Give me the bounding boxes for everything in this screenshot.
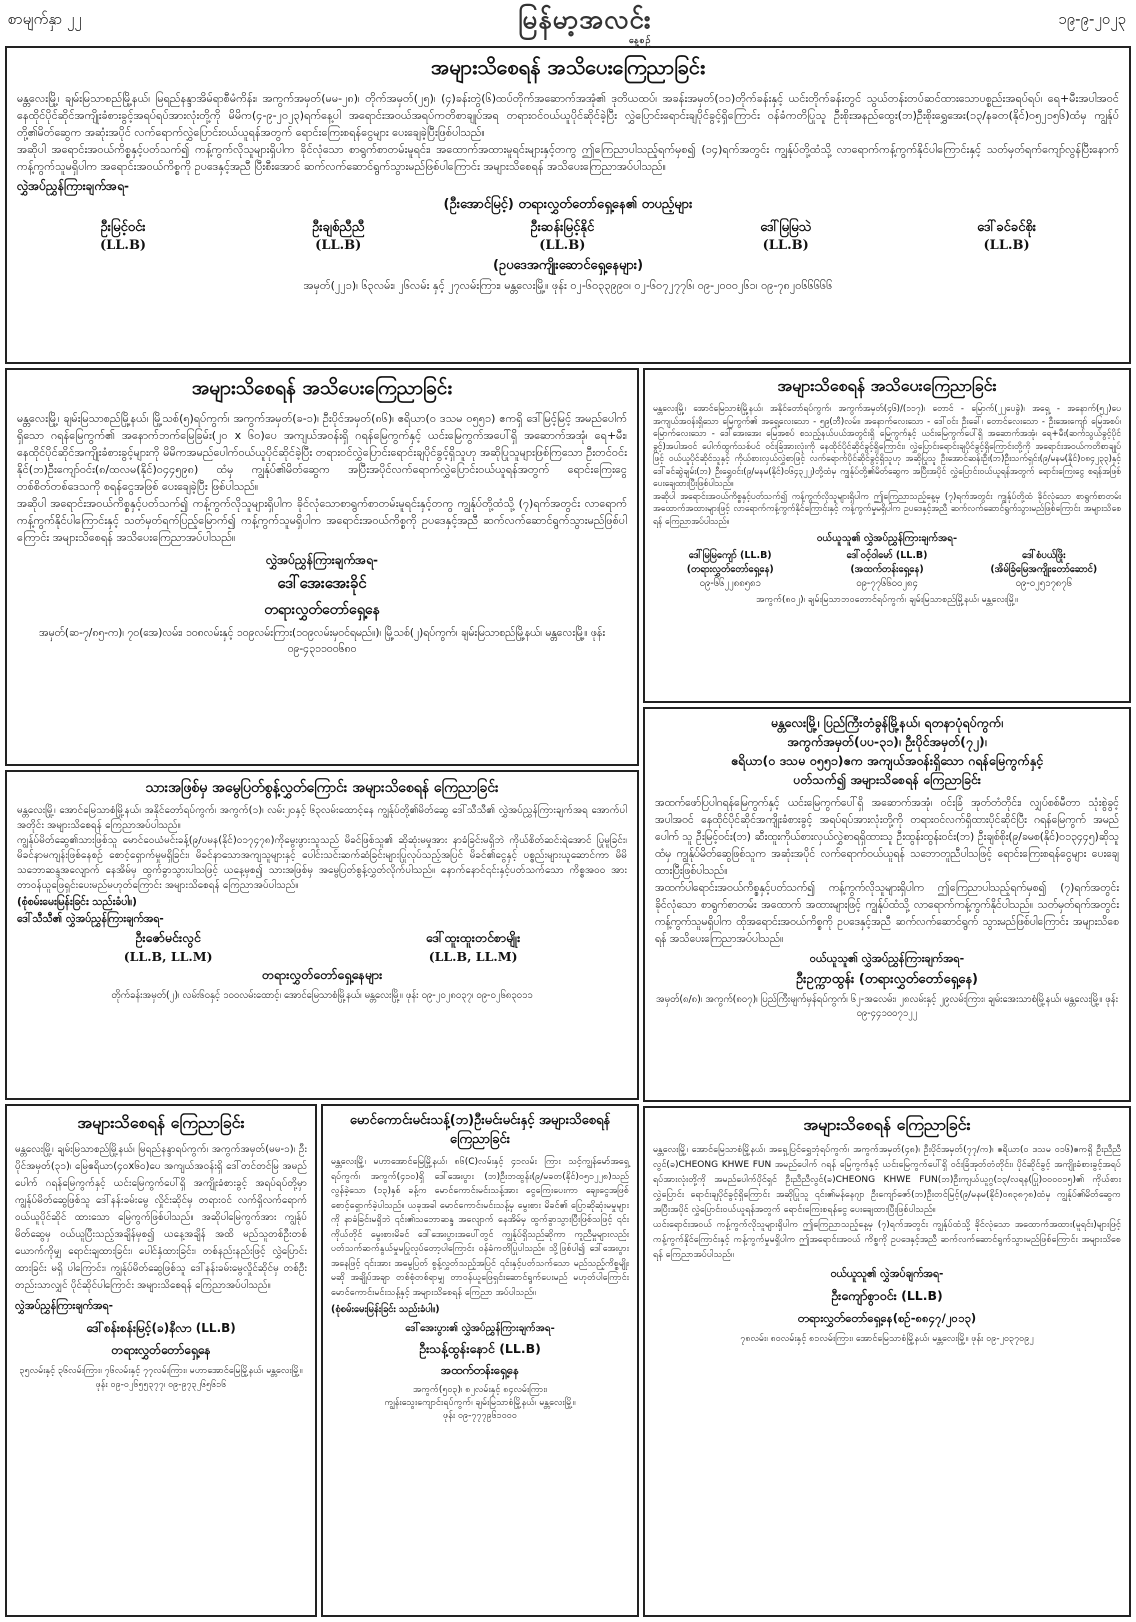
notice-body: အထက်ဖော်ပြပါဂရန်မြေကွက်နှင့် ယင်းမြေကွက်ပေါ်ရှိ အဆောက်အအုံ၊ ဝင်းခြံ အုတ်တံတိုင်း၊ လျှပ်စစ်မီတာ သုံးစွဲခွင့်အပါအဝင် နေထိုင်ပိုင်ဆိုင်အကျိုးခံစားခွင့် အရပ်ရပ်အားလုံးတို့ကို တရားဝင်လက်ရှိထားပိုင်ဆိုင်ပြီး ဂရန်မြေကွက် အမည်ပေါက် သူ ဦးမြင့်ဝင်း(ဘ) ဆီးထူးကိုယ်စားလှယ်လွှဲစာရရှိထားသူ ဦးထွန်းထွန်းဝင်း(ဘ) ဦးချစ်စိုး(၉/ခမစ(နိုင်)၀၁၃၄၄၅)ဆိုသူထံမှ ကျွန်ုပ်မိတ်ဆွေဖြစ်သူက အဆုံးအပိုင် လက်ရောက်ဝယ်ယူရန် သဘောတူညီပါသဖြင့် ရောင်းကြေးစရန်ငွေများ ပေးချေထားပြီးဖြစ်ပါသည်။ <box>655 797 1119 877</box>
notice-body: မန္တလေးမြို့၊ အောင်မြေသာစံမြို့နယ်၊ အရှေ့ပြင်ရွှေဘုံရပ်ကွက်၊ အကွက်အမှတ်(၄၈)၊ ဦးပိုင်အမှတ်(၇၇/က)၊ ဧရိယာ(၀ ဒသမ ၀၁၆)ဧကရှိ ဦးညီညီလွင်(ခ)CHEONG KHWE FUN အမည်ပေါက် ဂရန် မြေကွက်နှင့် ယင်းမြေကွက်ပေါ်ရှိ ဝင်းခြံအုတ်တံတိုင်း၊ ပိုင်ဆိုင်ခွင့် အကျိုးခံစားခွင့်အရပ်ရပ်အားလုံးတို့ကို အမည်ပေါက်ပိုင်ရှင် ဦးညီညီလွင်(ခ)CHEONG KHWE FUN(ဘ)ဦးကျယ်ယူဂွ(၁၃/လရန(ပြု)၀၀၀၀၁၅)၏ ကိုယ်စားလွှဲပြောင်း ရောင်းချပိုင်ခွင့်ရှိကြောင်း အဆိုပြုသူ ၎င်း၏မန်နေဂျာ ဦးကျော်ဇော်(ဘ)ဦးတင်မြင့်(၉/မနမ(နိုင်)၀၈၃၈၇၈)ထံမှ ကျွန်ုပ်၏မိတ်ဆွေက အပြီးအပိုင် လွှဲပြောင်းဝယ်ယူရန်အတွက် ရောင်းကြေးစရန်ငွေ ပေးချေထားပြီးဖြစ်ပါသည်။ <box>653 1145 1121 1215</box>
lawyer-role: အထက်တန်းရှေ့နေ <box>440 1363 520 1377</box>
notice-heading: မန္တလေးမြို့၊ ပြည်ကြီးတံခွန်မြို့နယ်၊ ရတနာပုံရပ်ကွက်၊ <box>770 715 1004 730</box>
lawyer-role: တရားလွှတ်တော်ရှေ့နေ(စဉ်-၈၈၄၇/၂၀၁၃) <box>797 1311 977 1325</box>
page-number: စာမျက်နှာ ၂၂ <box>8 10 82 28</box>
lawyer-degree: (LL.B) <box>99 238 147 253</box>
notice-note: (စုံစမ်းမေးမြန်းခြင်း သည်းခံပါ။) <box>331 1304 440 1315</box>
notice-body: မန္တလေးမြို့၊ ချမ်းမြသာစည်မြို့နယ်၊ မြရည်နန္ဒာအိမ်ရာစီမံကိန်း၊ အကွက်အမှတ်(မမ-၂၈)၊ တိုက်အမှတ်(၂၅)၊ (၄)ခန်းတွဲ(၆)ထပ်တိုက်အဆောက်အအုံ၏ ဒုတိယထပ်၊ အခန်းအမှတ်(၁၁)တိုက်ခန်းနှင့် ယင်းတိုက်ခန်းတွင် သွယ်တန်းတပ်ဆင်ထားသောပစ္စည်းအရပ်ရပ်၊ ရေ+မီးအပါအဝင် နေထိုင်ပိုင်ဆိုင်အကျိုးခံစားခွင့်အရပ်ရပ်အားလုံးတို့ကို မိမိက(၄-၉-၂၀၂၃)ရက်နေ့ပါ အရောင်းအဝယ်အရပ်ကတိစာချုပ်အရ တရားဝင်ဝယ်ယူပိုင်ဆိုင်ခဲ့ပြီး လွှဲပြောင်းရောင်းချပိုင်ခွင့်ရှိကြောင်း ဝန်ခံကတိပြုသူ ဦးစိုးအနည်ထွေး(ဘ)ဦးစိုးရွှေအေး(၁၃/နခတ(နိုင်)၀၅၂၁၅၆)ထံမှ ကျွန်ုပ်တို့၏မိတ်ဆွေက အဆုံးအပိုင် လက်ရောက်လွှဲပြောင်းဝယ်ယူရန်အတွက် ရောင်းကြေးစရန်ငွေများ ပေးချေခဲ့ပြီးဖြစ်ပါသည်။ <box>17 92 1119 139</box>
notice-heading: ဧရိယာ(၀ ဒသမ ၀၅၅၁)ဧက အကျယ်အဝန်းရှိသော ဂရန်မြေကွက်နှင့် <box>730 753 1044 768</box>
instruction-line: ဒေါ်အေးပွား၏ လွှဲအပ်ညွှန်ကြားချက်အရ- <box>405 1323 555 1334</box>
firm-label: (ဥပဒေအကျိုးဆောင်ရှေ့နေများ) <box>492 258 644 273</box>
lawyer-name: ဦးကျော်စွာဝင်း (LL.B) <box>831 1288 943 1303</box>
notice-title: အများသိစေရန် ကြေညာခြင်း <box>77 1113 245 1132</box>
notice-heading: အကွက်အမှတ်(ပပ-၃၁)၊ ဦးပိုင်အမှတ်(၇၂)၊ <box>787 734 987 749</box>
contact-address: ၃၅လမ်းနှင့် ၃၆လမ်းကြား၊ ၇၆လမ်းနှင့် ၇၇လမ်းကြား၊ မဟာအောင်မြေမြို့နယ်၊ မန္တလေးမြို့။ ဖုန်း ၀၉-၀၂၆၅၅၃၇၇၊ ၀၉-၉၇၃၂၆၅၆၁၆ <box>19 1366 303 1390</box>
notice-body: မန္တလေးမြို့၊ ချမ်းမြသာစည်မြို့နယ်၊ မြို့သစ်(၅)ရပ်ကွက်၊ အကွက်အမှတ်(ခ-၁)၊ ဦးပိုင်အမှတ်(၈၆)၊ ဧရိယာ(၀ ဒသမ ၀၅၅၁) ဧကရှိ ဒေါ်မြင့်မြင့် အမည်ပေါက်ရှိသော ဂရန်မြေကွက်၏ အနောက်ဘက်မြေခြမ်း(၂၀ x ၆၀)ပေ အကျယ်အဝန်းရှိ ဂရန်မြေကွက်နှင့် ယင်းမြေကွက်အပေါ်ရှိ အဆောက်အအုံ၊ ရေ+မီး၊ နေထိုင်ပိုင်ဆိုင်အကျိုးခံစားခွင့်များကို မိမိကအမည်ပေါက်ဝယ်ယူပိုင်ဆိုင်ခဲ့ပြီး တရားဝင်လွှဲပြောင်းရောင်းချပိုင်ခွင့်ရှိသူဟု အဆိုပြုသူများဖြစ်ကြသော ဦးတင်ဝင်းနိုင်(ဘ)ဦးကျော်ဝင်း(၈/ထလမ(နိုင်)၀၄၄၅၉၈) ထံမှ ကျွန်ုပ်၏မိတ်ဆွေက အပြီးအပိုင်လက်ရောက်လွှဲပြောင်းဝယ်ယူရန်အတွက် ရောင်းကြေးငွေ တစ်စိတ်တစ်ဒေသကို စရန်ငွေအဖြစ် ပေးချေခဲ့ပြီး ဖြစ်ပါသည်။ <box>17 412 627 493</box>
lawyer-name: ဦးချစ်ညီညီ <box>312 220 365 235</box>
contact-address: အမှတ်(၂၂၁)၊ ၆၃လမ်း၊ ၂၆လမ်း နှင့် ၂၇လမ်းကြား၊ မန္တလေးမြို့။ ဖုန်း ၀၂-၆၀၃၃၉၉၀၊ ၀၂-၆၀၇၂၇၇၆၊ ၀၉-၂၀၀၀၂၆၁၊ ၀၉-၇၈၂၀၆၆၆၆၆ <box>303 279 833 292</box>
contact-address: ၇၈လမ်း၊ ၈၀လမ်းနှင့် ၈၁လမ်းကြား၊ အောင်မြေသာစံမြို့နယ်၊ မန္တလေးမြို့။ ဖုန်း ၀၉-၂၀၃၇၀၉၂ <box>740 1334 1034 1344</box>
notice-title: အများသိစေရန် အသိပေးကြေညာခြင်း <box>430 55 706 79</box>
lawyer-degree: (LL.B) <box>762 238 809 253</box>
instruction-line: ဝယ်ယူသူ၏ လွှဲအပ်ညွှန်ကြားချက်အရ- <box>809 952 965 965</box>
instruction-line: လွှဲအပ်ညွှန်ကြားချက်အရ- <box>17 179 129 193</box>
notice-7 <box>321 1104 639 1617</box>
notice-title: အများသိစေရန် အသိပေးကြေညာခြင်း <box>191 377 453 399</box>
notice-4 <box>5 770 639 1100</box>
lawyer-name: ဒေါ်ခင်ခင်စိုး <box>977 220 1037 235</box>
lawyer-phone: ၀၉-၆၆၂၂၈၈၅၈၁ <box>699 578 761 589</box>
contact-address: အကွက်(၈၀၂)၊ ချမ်းမြသာဘဝတောင်ရပ်ကွက်၊ ချမ်းမြသာစည်မြို့နယ်၊ မန္တလေးမြို့။ <box>756 595 1018 605</box>
masthead-title: မြန်မာ့အလင်း <box>518 5 652 35</box>
lawyer-name: ဒေါ်အေးအေးခိုင် <box>277 574 367 592</box>
lawyer-name: ဦးမြင့်ဝင်း <box>100 220 146 235</box>
masthead-subtitle: နေ့စဉ် <box>628 36 652 46</box>
notice-title: အများသိစေရန် အသိပေးကြေညာခြင်း <box>777 376 997 395</box>
notice-body: ယင်းရောင်းအဝယ် ကန့်ကွက်လိုသူများရှိပါက ဤကြေညာသည့်နေ့မှ (၇)ရက်အတွင်း ကျွန်ုပ်ထံသို့ ခိုင်လုံသော အထောက်အထား(မူရင်း)များဖြင့် ကန့်ကွက်နိုင်ကြောင်းနှင့် ကန့်ကွက်မှုမရှိပါက ဤအရောင်းအဝယ် ကိစ္စကို ဥပဒေနှင့်အညီ ဆက်လက်ဆောင်ရွက်သွားမည်ဖြစ်ကြောင်း အများသိစေရန် ကြေညာအပ်ပါသည်။ <box>653 1220 1121 1260</box>
lawyer-role: (အိမ်ခြံမြေအကျိုးတော်ဆောင်) <box>990 564 1098 575</box>
lawyer-list <box>17 930 627 964</box>
contact-address: တိုက်ခန်းအမှတ်(၂)၊ လမ်း၆၀နှင့် ၁၀၀လမ်းထောင့်၊ အောင်မြေသာစံမြို့နယ်၊ မန္တလေးမြို့။ ဖုန်း ၀၉-၂၀၂၈၀၃၇၊ ၀၉-၀၂၆၈၃၀၁၁ <box>111 990 533 1001</box>
lawyer <box>426 930 520 964</box>
notice-body: အထက်ပါရောင်းအဝယ်ကိစ္စနှင့်ပတ်သက်၍ ကန့်ကွက်လိုသူများရှိပါက ဤကြေညာပါသည့်ရက်မှစ၍ (၇)ရက်အတွင်း ခိုင်လုံသော စာရွက်စာတမ်း အထောက် အထားများဖြင့် ကျွန်ုပ်ထံသို့ လာရောက်ကန့်ကွက်နိုင်ပါသည်။ သတ်မှတ်ရက်အတွင်း ကန့်ကွက်သူမရှိပါက ထိုအရောင်းအဝယ်ကိစ္စကို ဥပဒေနှင့်အညီ ဆက်လက်ဆောင်ရွက် သွားမည်ဖြစ်ပါကြောင်း အများသိစေရန် အသိပေးကြေညာအပ်ပါသည်။ <box>655 882 1119 945</box>
notice-title: အများသိစေရန် ကြေညာခြင်း <box>803 1115 971 1134</box>
instruction-line: ဝယ်ယူသူ၏ လွှဲအပ်ချက်အရ- <box>830 1268 944 1280</box>
notice-body: အဆိုပါ အရောင်းအဝယ်ကိစ္စနှင့်ပတ်သက်၍ ကန့်ကွက်လိုသူများရှိပါက ခိုင်လုံသော စာရွက်စာတမ်းမူရင်း၊ အထောက်အထားမူရင်းများနှင့်တကွ ဤကြေညာပါသည့်ရက်မှစ၍ (၁၄)ရက်အတွင်း ကျွန်ုပ်တို့ထံသို့ လာရောက်ကန့်ကွက်နိုင်ပါကြောင်းနှင့် သတ်မှတ်ရက်ကျော်လွန်ပြီးနောက် ကန့်ကွက်သူမရှိပါက အရောင်းအဝယ်ကိစ္စကို ဥပဒေနှင့်အညီ ပြီးစီးအောင် ဆက်လက်ဆောင်ရွက်သွားမည်ဖြစ်ပါကြောင်း အများသိစေရန် အသိပေးကြေညာအပ်ပါသည်။ <box>17 143 1119 173</box>
lawyer <box>124 930 213 964</box>
lawyer-name: ဒေါ်စံပယ်ဖြိုး <box>1022 550 1066 561</box>
lawyer <box>810 549 964 591</box>
lawyer-role: တရားလွှတ်တော်ရှေ့နေ <box>111 1343 211 1357</box>
notice-body: အဆိုပါ အရောင်းအဝယ်ကိစ္စနှင့်ပတ်သက်၍ ကန့်ကွက်လိုသူများရှိပါက ဤကြေညာသည့်နေ့မှ (၇)ရက်အတွင်း ကျွန်ုပ်တို့ထံ ခိုင်လုံသော စာရွက်စာတမ်း အထောက်အထားများဖြင့် လာရောက်ကန့်ကွက်နိုင်ကြောင်းနှင့် ကန့်ကွက်မှုမရှိပါက ဥပဒေနှင့်အညီ ဆက်လက်ဆောင်ရွက်သွားမည်ဖြစ်ကြောင်း အများသိစေရန် ကြေညာအပ်ပါသည်။ <box>653 491 1121 527</box>
lawyer <box>967 549 1121 591</box>
contact-address: ကျွန်းသွေးကျောင်းရပ်ကွက်၊ ချမ်းမြသာစံမြို့နယ်၊ မန္တလေးမြို့။ <box>384 1398 576 1408</box>
lawyer-name: ဒေါ်မြမြသဲ <box>760 220 812 235</box>
lawyer-degree: (LL.B) <box>315 238 362 253</box>
notice-body: မန္တလေးမြို့၊ အောင်မြေသာစံမြို့နယ်၊ အနိုင်တော်ရပ်ကွက်၊ အကွက်(၁)၊ လမ်း၂၀နှင့် ၆၃လမ်းထောင့်နေ ကျွန်ုပ်တို့၏မိတ်ဆွေ ဒေါ်သီသီ၏ လွှဲအပ်ညွှန်ကြားချက်အရ အောက်ပါအတိုင်း အများသိစေရန် ကြေညာအပ်ပါသည်။ <box>17 805 627 831</box>
lawyer-list <box>653 549 1121 591</box>
issue-date: ၁၉-၉-၂၀၂၃ <box>1058 10 1126 28</box>
instruction-line: ဒေါ်သီသီ၏ လွှဲအပ်ညွှန်ကြားချက်အရ- <box>17 913 164 925</box>
lawyer-role: (အထက်တန်းရှေ့နေ) <box>850 564 924 575</box>
lawyer-name: ဒေါ်စန်းစန်းမြင့်(ခ)နီလာ (LL.B) <box>86 1321 236 1335</box>
lawyer-name: ဦးသန့်ထွန်းနောင် (LL.B) <box>419 1341 541 1356</box>
contact-address: အမှတ်(၈/၈)၊ အကွက်(၈၀၇)၊ ပြည်ကြီးမျက်မှန်ရပ်ကွက်၊ ၆၂-အလေမ်း၊ ၂၈လမ်းနှင့် ၂၉လမ်းကြား၊ ချမ်းအေးသာစံမြို့နယ်၊ မန္တလေးမြို့။ ဖုန်း ၀၉-၄၄၁၀၀၇၁၂၂ <box>655 994 1119 1019</box>
lawyer <box>312 219 364 253</box>
notice-8 <box>643 1106 1131 1617</box>
lawyer-name: ဒေါ်ဝင့်ဝါမော် (LL.B) <box>846 550 928 561</box>
notice-note: (စုံစမ်းမေးမြန်းခြင်း သည်းခံပါ။) <box>17 896 137 908</box>
law-office: (ဦးအောင်မြင့်) တရားလွှတ်တော်ရှေ့နေ၏ တပည့်များ <box>443 197 693 212</box>
lawyer-role: (တရားလွှတ်တော်ရှေ့နေ) <box>686 564 774 575</box>
lawyer-phone: ၀၉-၀၂၅၁၇၈၇၆ <box>1015 578 1072 589</box>
lawyer <box>530 219 594 253</box>
contact-phone: ဖုန်း ၀၉-၇၇၇၉၆၁၀၀၀ <box>443 1411 517 1421</box>
lawyer-name: ဦးဇော်မင်းလွင် <box>135 930 201 945</box>
lawyer-name: ဒေါ်မြမြကျော် (LL.B) <box>688 550 772 561</box>
masthead-logo <box>518 2 652 48</box>
notice-body: မန္တလေးမြို့၊ မဟာအောင်မြေမြို့နယ်၊ ၈၆(C)လမ်းနှင့် ၄၁လမ်း ကြား သင့်ကျွန်မော်အရှေ့ရပ်ကွက်၊ အကွက်(၄၁၀)ရှိ ဒေါ်အေးပွား (ဘ)ဦးဘထွန်း(၉/မခတ(နိုင်)၀၅၁၂၂၈)သည် လွန်ခဲ့သော (၁၃)နှစ် ခန့်က မောင်ကောင်းမင်းသန့်အား ငွေကြေးပေးကာ ချေးငွေအဖြစ် စောင့်ရှောက်ခဲ့ပါသည်။ ယခုအခါ မောင်ကောင်းမင်းသန့်မှ မွေးစား မိခင်၏ ပြောဆိုဆုံးမမှုများကို နာခံခြင်းမရှိဘဲ ၎င်း၏သဘောဆန္ဒ အလျောက် နေအိမ်မှ ထွက်ခွာသွားပြီးဖြစ်သဖြင့် ၎င်းကိုယ်တိုင် မွေးစားမိခင် ဒေါ်အေးပွားအပေါ်တွင် ကျွန်ုပ်ရှိသည်ဆိုကာ ကူညီမှုများလည်း ပတ်သက်ဆက်နွယ်မှုမပြုလုပ်တော့ပါကြောင်း ဝန်ခံကတိပြုပါသည်။ သို့ဖြစ်ပါ၍ ဒေါ်အေးပွားအနေဖြင့် ၎င်းအား အမွေပြတ် စွန့်လွှတ်သည့်အပြင် ၎င်းနှင့်ပတ်သက်သော မည်သည့်ကိစ္စမျိုးမဆို အချိုပ်အချာ တစ်စုံတစ်ရာမျှ တာဝန်ယူဖြေရှင်းဆောင်ရွက်ပေးမည် မဟုတ်ပါကြောင်း မောင်ကောင်းမင်းသန့်နှင့် အများသိစေရန် ကြေညာ အပ်ပါသည်။ <box>331 1157 629 1298</box>
instruction-line: လွှဲအပ်ညွှန်ကြားချက်အရ- <box>15 1300 113 1312</box>
lawyer-degree: (LL.B) <box>539 238 586 253</box>
lawyer <box>760 219 811 253</box>
instruction-line: ဝယ်ယူသူ၏ လွှဲအပ်ညွှန်ကြားချက်အရ- <box>816 533 958 544</box>
notice-body: မန္တလေးမြို့၊ ချမ်းမြသာစည်မြို့နယ်၊ မြရည်နန္ဒာရပ်ကွက်၊ အကွက်အမှတ်(မမ-၁)၊ ဦးပိုင်အမှတ်(၃၁)၊ မြေဧရိယာ(၄၀x၆၀)ပေ အကျယ်အဝန်းရှိ ဒေါ်တင်တင်မြ အမည်ပေါက် ဂရန်မြေကွက်နှင့် ယင်းမြေကွက်ပေါ်ရှိ အကျိုးခံစားခွင့် အရပ်ရပ်တို့မှာ ကျွန်ုပ်မိတ်ဆွေဖြစ်သူ ဒေါ်နန်းခမ်းမွေ လှိုင်းဆိုင်မှ တရားဝင် လက်ရှိလက်ရောက် ဝယ်ယူပိုင်ဆိုင် ထားသော မြေကွက်ဖြစ်ပါသည်။ အဆိုပါမြေကွက်အား ကျွန်ုပ်မိတ်ဆွေမှ ဝယ်ယူပြီးသည့်အချိန်မှစ၍ ယနေ့အချိန် အထိ မည်သူတစ်ဦးတစ်ယောက်ကိုမျှ ရောင်းချထားခြင်း၊ ပေါင်နှံထားခြင်း၊ တစ်နည်းနည်းဖြင့် လွှဲပြောင်းထားခြင်း မရှိ ပါကြောင်း၊ ကျွန်ုပ်မိတ်ဆွေဖြစ်သူ ဒေါ်နန်းခမ်းမွေလှိုင်ဆိုင်မှ တစ်ဦးတည်းသာလျှင် ပိုင်ဆိုင်ပါကြောင်း အများသိစေရန် ကြေညာအပ်ပါသည်။ <box>15 1144 307 1291</box>
notice-title: သားအဖြစ်မှ အမွေပြတ်စွန့်လွှတ်ကြောင်း အများသိစေရန် ကြေညာခြင်း <box>145 780 499 796</box>
notice-body: မန္တလေးမြို့၊ အောင်မြေသာစံမြို့နယ်၊ အနိုင်တော်ရပ်ကွက်၊ အကွက်အမှတ်(၄၆)/(၁၁၇)၊ တောင် - မြောက်(၂၂ပေခွဲ)၊ အရှေ့ - အနောက်(၅၂)ပေ အကျယ်အဝန်းရှိသော မြေကွက်၏ အရှေ့လေးသော - ၅၉(ဘီ)လမ်း၊ အနောက်လေးသော - ဒေါ်ဝင်း ဦးခေါ်၊ တောင်လေးသော - ဦးအေးကျော် မြေအစပ်၊ မြောက်လေးသော - ဒေါ်အေးအေး မြေအစပ် စသည့်နယ်ပယ်အတွင်းရှိ မြေကွက်နှင့် ယင်းမြေကွက်ပေါ်ရှိ အဆောက်အအုံ၊ ရေ+မီး(ဆက်သွယ်ခွင့်ပိုင်ခွင့်)အပါအဝင် ပေါက်ထွက်သစ်ပင် ဝင်းခြံအားလုံးကို နေထိုင်ပိုင်ဆိုင်ခွင့်ရှိကြောင်း၊ လွှဲပြောင်းရောင်းချပိုင်ခွင့်ရှိကြောင်းတို့ကို အရောင်းအဝယ်ကတိစာချုပ်ဖြင့် ဝယ်ယူပိုင်ဆိုင်သူနှင့် ကိုယ်စားလှယ်လွှဲစာဖြင့် လက်ရောက်ပိုင်ဆိုင်ခွင့်ရှိသူဟု အဆိုပြုသူ ဦးအောင်ဆန်းဦး(ဘ)ဦးသက်ရှင်း(၉/မနမ(နိုင်)၀၈၄၂၃၃)နှင့် ဒေါ်ခင်ဆွဲချမ်း(ဘ) ဦးရွှေဝင်း(၉/မနမ(နိုင်)၀၆၄၃၂၂)တို့ထံမှ ကျွန်ုပ်တို့၏မိတ်ဆွေက အပြီးအပိုင် လွှဲပြောင်းဝယ်ယူရန်အတွက် ရောင်းကြေးငွေ စရန်အဖြစ် ပေးချေထားပြီးဖြစ်ပါသည်။ <box>653 404 1121 489</box>
lawyer-phone: ၀၉-၇၇၆၆၀၀၂၈၄ <box>856 578 918 589</box>
notice-heading: ပတ်သက်၍ အများသိစေရန် ကြေညာခြင်း <box>793 772 981 787</box>
page-header <box>0 0 1136 44</box>
lawyer-degree: (LL.B, LL.M) <box>428 949 518 964</box>
contact-address: အကွက်(၅၀၃)၊ ၈၂လမ်းနှင့် ၈၄လမ်းကြား၊ <box>412 1385 548 1395</box>
lawyer-degree: (LL.B, LL.M) <box>123 949 213 964</box>
lawyer <box>653 549 807 591</box>
lawyer <box>977 219 1036 253</box>
notice-2 <box>5 368 639 766</box>
lawyer-name: ဦးဥက္ကာထွန်း (တရားလွှတ်တော်ရှေ့နေ) <box>795 972 979 987</box>
lawyer-role: တရားလွှတ်တော်ရှေ့နေများ <box>261 967 383 982</box>
lawyer-role: တရားလွှတ်တော်ရှေ့နေ <box>264 602 380 618</box>
lawyer <box>100 219 146 253</box>
lawyer-list <box>17 219 1119 253</box>
notice-1 <box>5 46 1131 364</box>
lawyer-name: ဦးဆန်းမြင့်နိုင် <box>530 220 595 235</box>
notice-6 <box>5 1104 317 1617</box>
notice-body: ကျွန်ုပ်မိတ်ဆွေ၏သားဖြစ်သူ မောင်ဝေယံမင်းခန့်(၉/ပမန(နိုင်)၀၁၇၄၇၈)ကိုမွေးဖွားသူသည် မိခင်ဖြစ်သူ၏ ဆိုဆုံးမမှုအား နာခံခြင်းမရှိဘဲ ကိုယ်စိတ်ဆင်းရဲအောင် ပြုမူခြင်း၊ မိခင်နာမကျန်းဖြစ်နေစဉ် စောင့်ရှောက်မှုမရှိခြင်း၊ မိခင်နာသောအကျသူများနှင့် ပေါင်းသင်းဆက်ဆံခြင်းများပြုလုပ်သည့်အပြင် မိခင်၏ငွေနှင့် ပစ္စည်းများယူဆောင်ကာ မိမိသဘောဆန္ဒအလျောက် နေအိမ်မှ ထွက်ခွာသွားပါသဖြင့် ယနေ့မှစ၍ သားအဖြစ်မှ အမွေပြတ်စွန့်လွှတ်လိုက်ပါသည်။ နောက်နောင်၎င်းနှင့်ပတ်သက်သော ကိစ္စအဝဝ အား တာဝန်ယူဖြေရှင်းပေးမည်မဟုတ်ကြောင်း အများသိစေရန် ကြေညာအပ်ပါသည်။ <box>17 835 627 891</box>
notice-body: အဆိုပါ အရောင်းအဝယ်ကိစ္စနှင့်ပတ်သက်၍ ကန့်ကွက်လိုသူများရှိပါက ခိုင်လုံသောစာရွက်စာတမ်းမူရင်းနှင့်တကွ ကျွန်ုပ်တို့ထံသို့ (၇)ရက်အတွင်း လာရောက်ကန့်ကွက်နိုင်ပါကြောင်းနှင့် သတ်မှတ်ရက်ပြည့်မြောက်၍ ကန့်ကွက်သူမရှိပါက အရောင်းအဝယ်ကိစ္စကို ဥပဒေနှင့်အညီ ဆက်လက်ဆောင်ရွက်သွားမည်ဖြစ်ပါကြောင်း အများသိစေရန် အသိပေးကြေညာအပ်ပါသည်။ <box>17 497 627 544</box>
lawyer-degree: (LL.B) <box>983 238 1030 253</box>
notice-3 <box>643 368 1131 703</box>
lawyer-name: ဒေါ်ထူးထူးတင်စာမျိုး <box>425 930 521 945</box>
contact-address: အမှတ်(ဆ-၇/၈၅-က)၊ ၇၀(အေ)လမ်း၊ ၁၀၈လမ်းနှင့် ၁၀၉လမ်းကြား(၁၀၉လမ်းမှဝင်ရမည်။)၊ မြို့သစ်(၂)ရပ်ကွက်၊ ချမ်းမြသာစည်မြို့နယ်၊ မန္တလေးမြို့။ ဖုန်း ၀၉-၄၃၁၁၀၀၆၈၀ <box>38 627 605 655</box>
notice-title: မောင်ကောင်းမင်းသန့်(ဘ)ဦးမင်းမင်းနှင့် အများသိစေရန် ကြေညာခြင်း <box>349 1113 611 1147</box>
instruction-line: လွှဲအပ်ညွှန်ကြားချက်အရ- <box>266 553 378 567</box>
notice-5 <box>643 707 1131 1102</box>
